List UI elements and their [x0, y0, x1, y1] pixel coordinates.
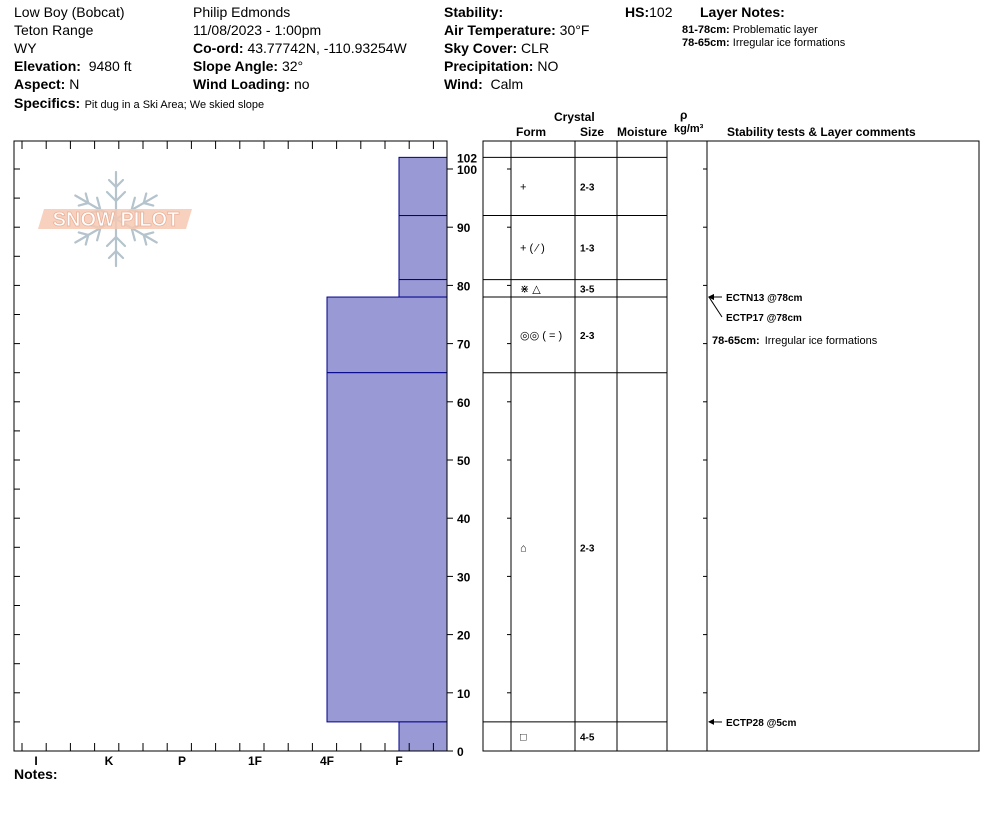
hardness-tick-label: 4F: [319, 754, 335, 768]
hs-value: 102: [649, 4, 673, 20]
layer-form: ◎◎ ( = ): [520, 329, 563, 342]
layer-note-text: Problematic layer: [732, 24, 818, 36]
observation-datetime: 11/08/2023 - 1:00pm: [193, 22, 322, 38]
layer-size: 3-5: [580, 284, 595, 296]
stability-comments-header: Stability tests & Layer comments: [727, 125, 916, 139]
hardness-layer-bar: [327, 297, 447, 373]
layer-size: 2-3: [580, 182, 595, 194]
hardness-tick-label: 1F: [247, 754, 263, 768]
form-header: Form: [516, 125, 546, 139]
stability-test-label: ECTP17 @78cm: [726, 313, 802, 324]
y-tick-label: 20: [457, 628, 471, 643]
state: WY: [14, 40, 37, 56]
hardness-layer-bar: [399, 157, 447, 215]
y-tick-label: 40: [457, 512, 471, 527]
test-arrowhead: [708, 719, 714, 725]
coord-label: Co-ord:: [193, 40, 244, 56]
test-arrow-line: [709, 297, 722, 317]
layer-size: 4-5: [580, 732, 595, 744]
layer-form: +: [520, 181, 527, 194]
test-arrowhead: [708, 294, 714, 300]
hardness-layer-bar: [327, 373, 447, 722]
layer-form: □: [520, 731, 527, 744]
layer-notes-title: Layer Notes:: [700, 4, 785, 20]
specifics-label: Specifics:: [14, 95, 81, 111]
layer-size: 2-3: [580, 543, 595, 555]
location-name: Low Boy (Bobcat): [14, 4, 125, 20]
layer-comment-range: 78-65cm:: [712, 335, 760, 347]
slope-value: 32°: [281, 58, 304, 74]
sky-label: Sky Cover:: [444, 40, 518, 56]
stability-label: Stability:: [444, 4, 504, 20]
stability-test-label: ECTN13 @78cm: [726, 293, 803, 304]
precip-value: NO: [537, 58, 559, 74]
mountain-range: Teton Range: [14, 22, 94, 38]
density-unit: kg/m³: [674, 123, 704, 135]
size-header: Size: [580, 125, 605, 139]
notes-label: Notes:: [14, 766, 58, 782]
logo-text: SNOW PILOT: [52, 209, 180, 231]
layer-size: 1-3: [580, 243, 595, 255]
y-tick-label: 50: [457, 454, 471, 468]
layer-note-range: 78-65cm:: [682, 37, 730, 49]
slope-label: Slope Angle:: [193, 58, 279, 74]
y-tick-label: 0: [457, 745, 464, 759]
hs-label: HS:: [625, 4, 650, 20]
layer-form: + ( ⁄ ): [520, 242, 545, 255]
y-tick-label: 10: [457, 686, 471, 701]
air-temp-value: 30°F: [559, 22, 590, 38]
hardness-tick-label: I: [34, 754, 38, 768]
wind-value: Calm: [490, 76, 524, 92]
hardness-tick-label: P: [177, 754, 187, 768]
aspect-value: N: [69, 76, 80, 92]
coord-value: 43.77742N, -110.93254W: [247, 40, 407, 56]
wind-loading-label: Wind Loading:: [193, 76, 291, 92]
y-tick-label: 90: [457, 221, 471, 236]
y-tick-label: 70: [457, 337, 471, 352]
hardness-layer-bar: [399, 722, 447, 751]
layer-size: 2-3: [580, 330, 595, 342]
sky-value: CLR: [521, 40, 550, 56]
moisture-header: Moisture: [617, 125, 668, 139]
hs-tick-label: 102: [457, 151, 478, 166]
layer-form: ⌂: [520, 542, 527, 555]
layer-note-range: 81-78cm:: [682, 24, 730, 36]
elevation-label: Elevation:: [14, 58, 81, 74]
observer-name: Philip Edmonds: [193, 4, 291, 20]
y-tick-label: 60: [457, 395, 471, 410]
hardness-tick-label: F: [395, 754, 403, 768]
layer-note-text: Irregular ice formations: [732, 37, 846, 49]
specifics-value: Pit dug in a Ski Area; We skied slope: [84, 99, 265, 111]
hardness-layer-bar: [399, 280, 447, 297]
hardness-tick-label: K: [104, 754, 114, 768]
y-tick-label: 100: [457, 163, 478, 177]
stability-test-label: ECTP28 @5cm: [726, 718, 797, 729]
precip-label: Precipitation:: [444, 58, 534, 74]
wind-label: Wind:: [444, 76, 483, 92]
layer-comment: [712, 335, 878, 347]
layer-table-frame: [483, 141, 979, 751]
y-tick-label: 80: [457, 279, 471, 294]
layer-form: ⋇ △: [520, 283, 541, 296]
hardness-layer-bar: [399, 216, 447, 280]
layer-comment-text: Irregular ice formations: [764, 335, 878, 347]
crystal-header: Crystal: [554, 110, 595, 124]
air-temp-label: Air Temperature:: [444, 22, 556, 38]
elevation-value: 9480 ft: [88, 58, 132, 74]
y-tick-label: 30: [457, 570, 471, 585]
density-symbol: ρ: [680, 108, 688, 122]
snow-pilot-logo: [38, 172, 192, 266]
wind-loading-value: no: [293, 76, 310, 92]
aspect-label: Aspect:: [14, 76, 66, 92]
